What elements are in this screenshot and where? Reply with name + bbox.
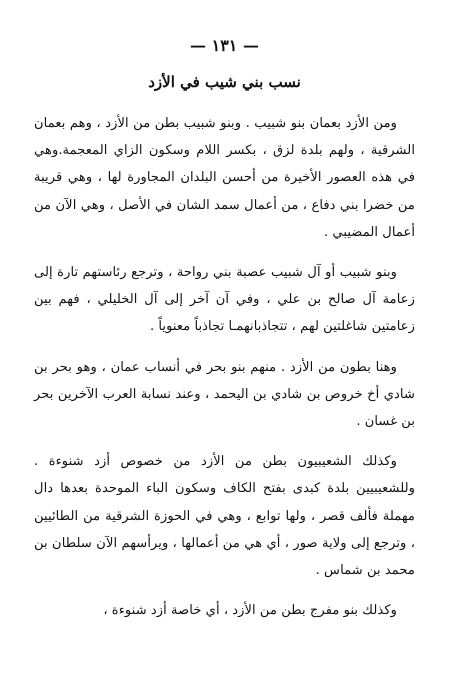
paragraph-bani-shabib: ومن الأزد بعمان بنو شبيب . وبنو شبيب بطن من الأزد ، وهم بعمان الشرقية ، ولهم بلدة لزق ، بكسر اللام وسكون الزاي المعجمة.وهي في هذه العصور الأخيرة من أحسن البلدان المجاورة لها ، وهي قريبة من خضرا بني دفاع ، من أعمال سمد الشان في الأصل ، وهي الآن من أعمال المضيبي . bbox=[34, 116, 415, 240]
paragraph-bani-mufarrij: وكذلك بنو مفرج بطن من الأزد ، أي خاصة أزد شنوءة ، bbox=[103, 603, 397, 619]
paragraph-bani-bahr: وهنا بطون من الأزد . منهم بنو بحر في أنساب عمان ، وهو بحر بن شادي أخ خروص بن شادي بن اليحمد ، وعند نسابة العرب الآخرين بحر بن غسان . bbox=[34, 359, 415, 430]
page-number: — ١٣١ — bbox=[190, 36, 259, 55]
paragraph-shuaibiyun: وكذلك الشعيبيون بطن من الأزد من خصوص أزد شنوءة . وللشعيبيين بلدة كبدى بفتح الكاف وسكون الباء الموحدة بعدها دال مهملة فألف قصر ، ولها توابع ، وهي في الحوزة الشرقية من الطائيين ، وترجع إلى ولاية صور ، أي هي من أعمالها ، ويرأسهم الآن سلطان بن محمد بن شماس . bbox=[34, 454, 415, 579]
section-heading: نسب بني شيب في الأزد bbox=[148, 73, 301, 91]
paragraph-bani-rawaha: وبنو شبيب أو آل شبيب عصبة بني رواحة ، وترجع رئاستهم تارة إلى زعامة آل صالح بن علي ، وفي آن آخر إلى آل الخليلي ، فهم بين زعامتين شاغلتين لهم ، تتجاذبانهمـا تجاذباً معنوياً . bbox=[34, 265, 415, 335]
